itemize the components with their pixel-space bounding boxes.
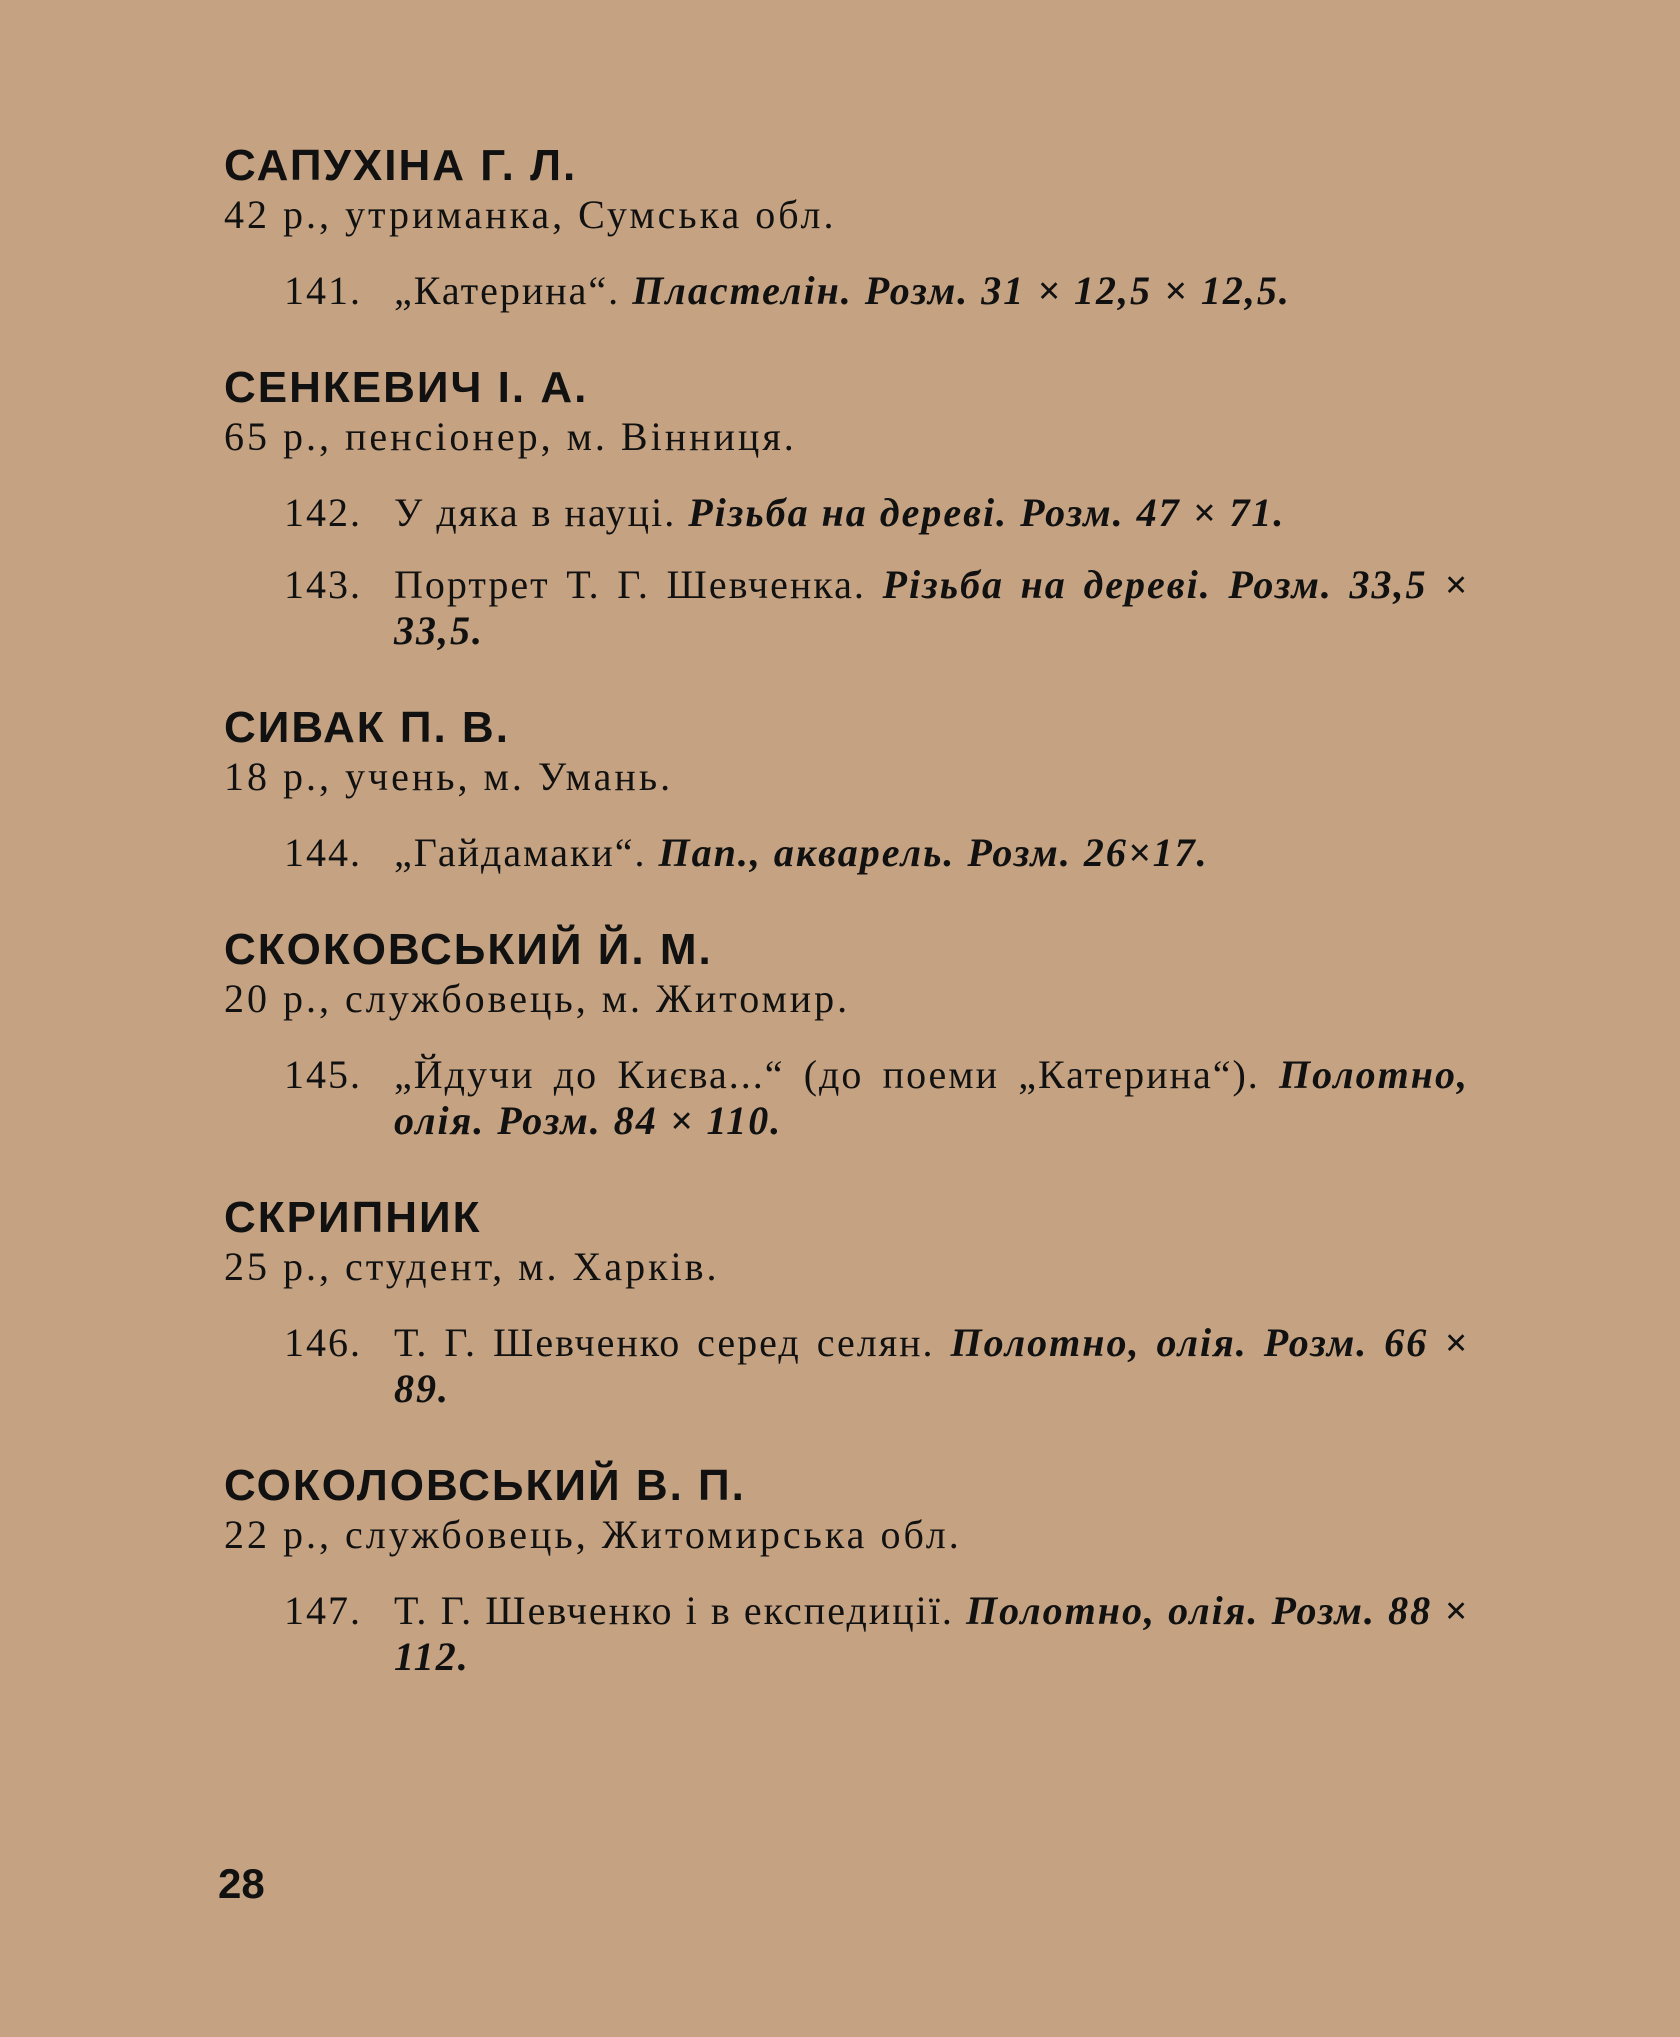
artist-name: САПУХІНА Г. Л. <box>224 141 578 190</box>
artist-name: СИВАК П. В. <box>224 703 510 752</box>
work-entry <box>224 1320 1469 1412</box>
artist-entry <box>224 1192 1469 1412</box>
artist-info: 22 р., службовець, Житомирська обл. <box>224 1512 962 1557</box>
work-title: Портрет Т. Г. Шевченка. <box>394 562 866 607</box>
catalog-page <box>224 140 1469 1728</box>
work-number: 141. <box>284 268 362 313</box>
work-number: 143. <box>284 562 362 607</box>
artist-name: СКОКОВСЬКИЙ Й. М. <box>224 925 713 974</box>
artist-info: 65 р., пенсіонер, м. Вінниця. <box>224 414 797 459</box>
work-entry <box>224 490 1469 536</box>
work-entry <box>224 562 1469 654</box>
page-number: 28 <box>218 1860 265 1907</box>
work-entry <box>224 1588 1469 1680</box>
work-number: 145. <box>284 1052 362 1097</box>
artist-info: 18 р., учень, м. Умань. <box>224 754 674 799</box>
work-number: 142. <box>284 490 362 535</box>
work-title: „Йдучи до Києва...“ (до поеми „Катерина“). <box>394 1052 1260 1097</box>
work-title: „Гайдамаки“. <box>394 830 647 875</box>
artist-entry <box>224 702 1469 876</box>
work-medium: Полотно, олія. Розм. 84 × 110. <box>394 1052 1469 1143</box>
work-medium: Пластелін. Розм. 31 × 12,5 × 12,5. <box>632 268 1291 313</box>
work-title: Т. Г. Шевченко і в експедиції. <box>394 1588 954 1633</box>
work-number: 147. <box>284 1588 362 1633</box>
artist-entry <box>224 140 1469 314</box>
artist-entry <box>224 362 1469 654</box>
artist-info: 20 р., службовець, м. Житомир. <box>224 976 851 1021</box>
artist-entry <box>224 924 1469 1144</box>
work-medium: Пап., акварель. Розм. 26×17. <box>658 830 1209 875</box>
artist-name: СЕНКЕВИЧ І. А. <box>224 363 589 412</box>
artist-name: СОКОЛОВСЬКИЙ В. П. <box>224 1461 746 1510</box>
work-title: У дяка в науці. <box>394 490 677 535</box>
artist-entry <box>224 1460 1469 1680</box>
work-entry <box>224 1052 1469 1144</box>
work-number: 146. <box>284 1320 362 1365</box>
work-medium: Полотно, олія. Розм. 88 × 112. <box>394 1588 1470 1679</box>
work-number: 144. <box>284 830 362 875</box>
work-medium: Полотно, олія. Розм. 66 × 89. <box>394 1320 1470 1411</box>
work-medium: Різьба на дереві. Розм. 33,5 × 33,5. <box>394 562 1470 653</box>
work-entry <box>224 268 1469 314</box>
work-medium: Різьба на дереві. Розм. 47 × 71. <box>688 490 1286 535</box>
artist-info: 42 р., утриманка, Сумська обл. <box>224 192 837 237</box>
work-title: „Катерина“. <box>394 268 621 313</box>
artist-info: 25 р., студент, м. Харків. <box>224 1244 720 1289</box>
work-entry <box>224 830 1469 876</box>
work-title: Т. Г. Шевченко серед селян. <box>394 1320 935 1365</box>
artist-name: СКРИПНИК <box>224 1193 482 1242</box>
